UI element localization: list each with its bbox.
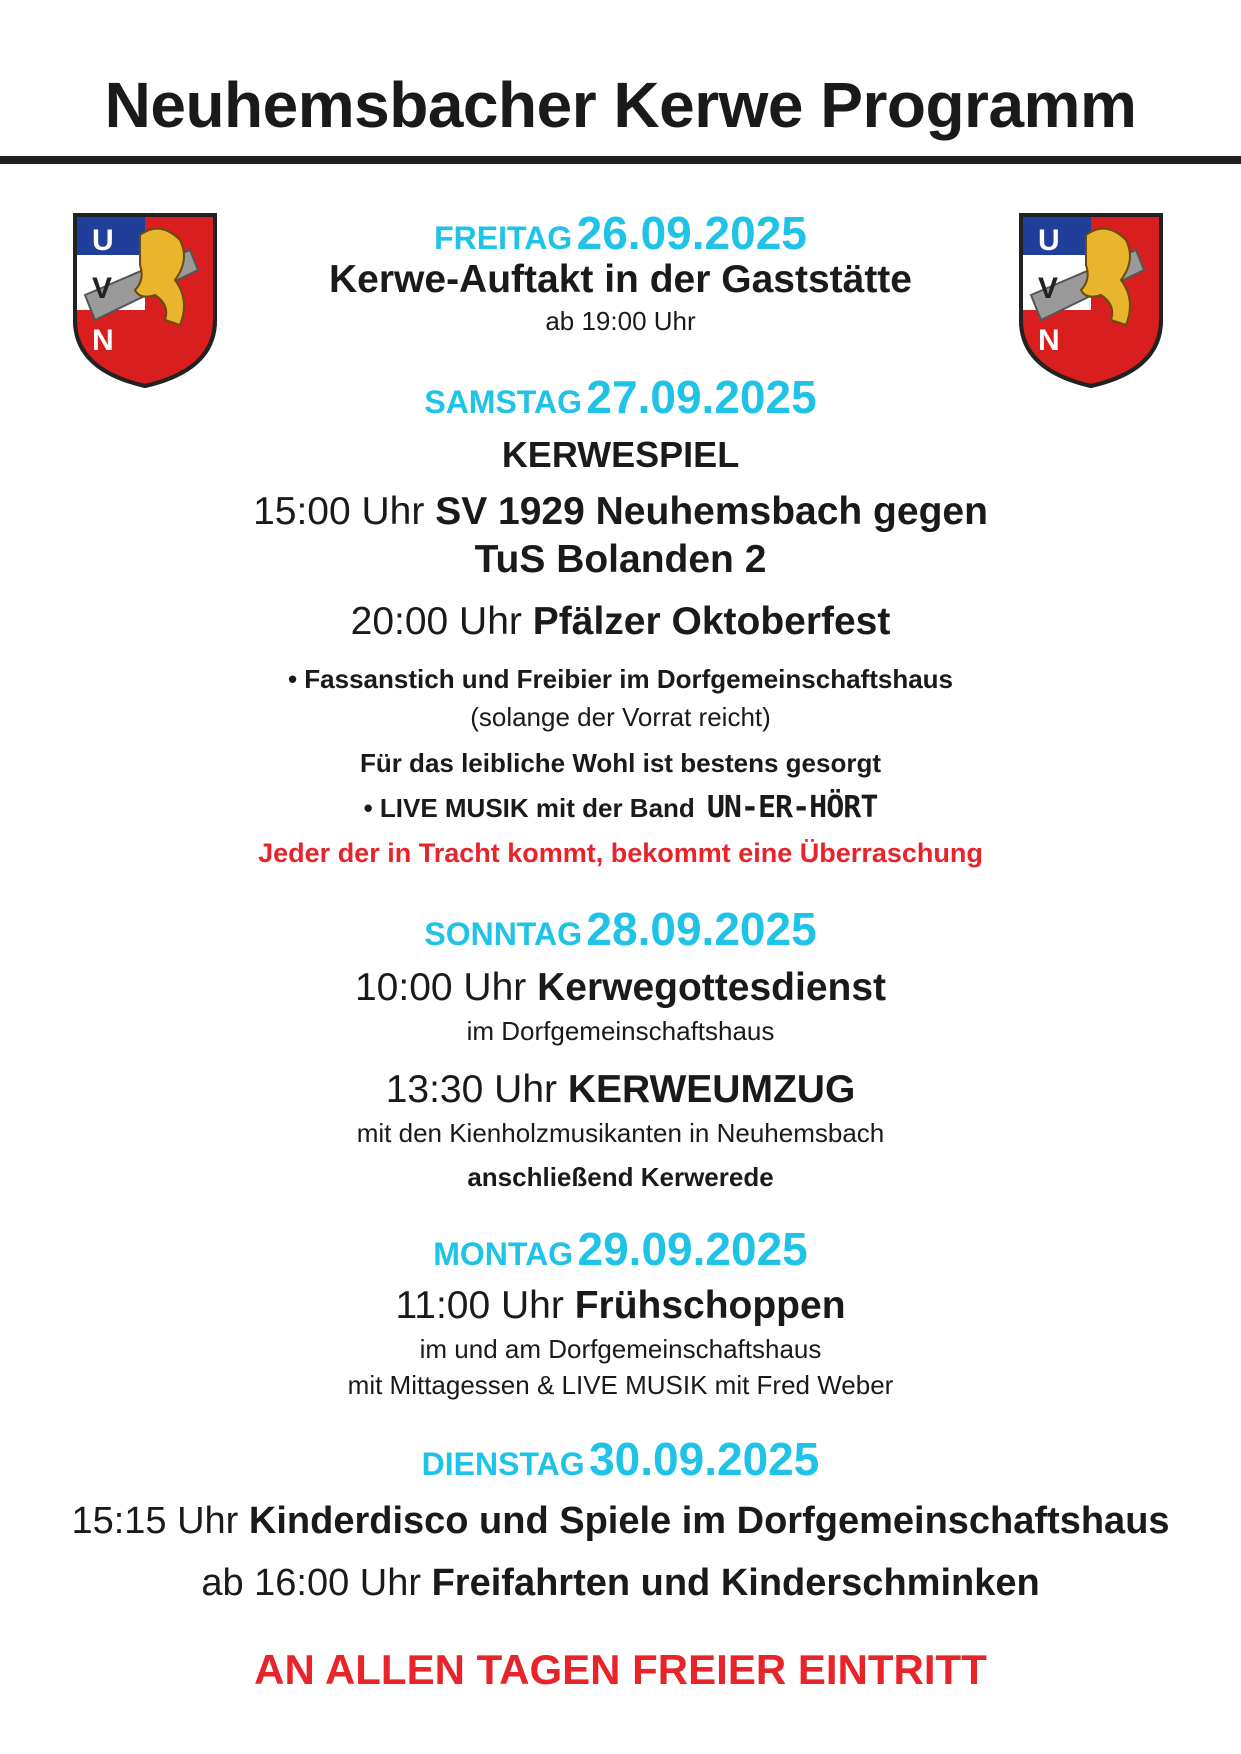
tuesday-event-1 [0,1500,1241,1543]
monday-weekday: MONTAG [433,1236,574,1272]
monday-date-heading [0,1222,1241,1276]
match-time: 15:00 Uhr [253,490,425,533]
friday-time: ab 19:00 Uhr [545,306,696,336]
saturday-fest [0,600,1241,644]
match-teams: SV 1929 Neuhemsbach gegen [435,490,988,533]
tuesday-date-heading [0,1432,1241,1486]
crest-letter: N [1038,324,1060,357]
friday-weekday: FREITAG [434,220,573,256]
sunday-parade [0,1068,1241,1112]
monday-extra: mit Mittagessen & LIVE MUSIK mit Fred Weber [347,1370,894,1400]
sunday-service [0,966,1241,1010]
sunday-date-heading [0,902,1241,956]
saturday-surprise: Jeder der in Tracht kommt, bekommt eine Überraschung [258,838,983,868]
saturday-match-line2: TuS Bolanden 2 [474,538,767,581]
saturday-heading: KERWESPIEL [501,434,740,475]
monday-time: 11:00 Uhr [395,1284,564,1327]
saturday-food: Für das leibliche Wohl ist bestens gesorgt [359,748,882,778]
live-music-text: • LIVE MUSIK mit der Band [363,793,695,823]
sunday-date: 28.09.2025 [586,903,817,955]
fest-time: 20:00 Uhr [350,600,522,643]
crest-letter: V [92,272,113,305]
friday-date: 26.09.2025 [576,207,807,259]
tuesday-weekday: DIENSTAG [421,1446,585,1482]
title-divider [0,156,1241,164]
saturday-date-heading [0,370,1241,424]
saturday-match-line1 [0,490,1241,534]
parade-name: KERWEUMZUG [567,1068,856,1111]
parade-time: 13:30 Uhr [385,1068,557,1111]
tuesday-date: 30.09.2025 [589,1433,820,1485]
fest-name: Pfälzer Oktoberfest [532,600,891,643]
crest-letter: U [92,224,114,257]
service-time: 10:00 Uhr [354,966,527,1009]
tuesday-time-1: 15:15 Uhr [71,1500,239,1542]
tuesday-event-1-name: Kinderdisco und Spiele im Dorfgemeinschaftshaus [248,1500,1170,1542]
saturday-bullet-2 [0,790,1241,825]
crest-letter: U [1038,224,1060,257]
tuesday-event-2 [0,1562,1241,1605]
saturday-date: 27.09.2025 [586,371,817,423]
crest-letter: N [92,324,114,357]
sunday-service-place: im Dorfgemeinschaftshaus [466,1016,775,1046]
sunday-speech: anschließend Kerwerede [467,1162,774,1192]
tuesday-time-2: ab 16:00 Uhr [201,1562,422,1604]
tuesday-event-2-name: Freifahrten und Kinderschminken [431,1562,1040,1604]
saturday-bullet-1: • Fassanstich und Freibier im Dorfgemeinschaftshaus [287,664,954,694]
saturday-weekday: SAMSTAG [424,384,582,420]
page-title: Neuhemsbacher Kerwe Programm [104,69,1137,141]
friday-date-heading [0,206,1241,260]
free-entry-banner: AN ALLEN TAGEN FREIER EINTRITT [254,1646,987,1693]
monday-place: im und am Dorfgemeinschaftshaus [419,1334,822,1364]
sunday-parade-with: mit den Kienholzmusikanten in Neuhemsbach [356,1118,885,1148]
friday-event: Kerwe-Auftakt in der Gaststätte [329,258,912,301]
service-name: Kerwegottesdienst [537,966,887,1009]
crest-letter: V [1038,272,1059,305]
monday-event-name: Frühschoppen [574,1284,846,1327]
monday-event [0,1284,1241,1328]
band-logo: UN-ER-HÖRT [706,790,878,825]
monday-date: 29.09.2025 [577,1223,808,1275]
saturday-bullet-1-note: (solange der Vorrat reicht) [470,702,771,732]
sunday-weekday: SONNTAG [424,916,582,952]
